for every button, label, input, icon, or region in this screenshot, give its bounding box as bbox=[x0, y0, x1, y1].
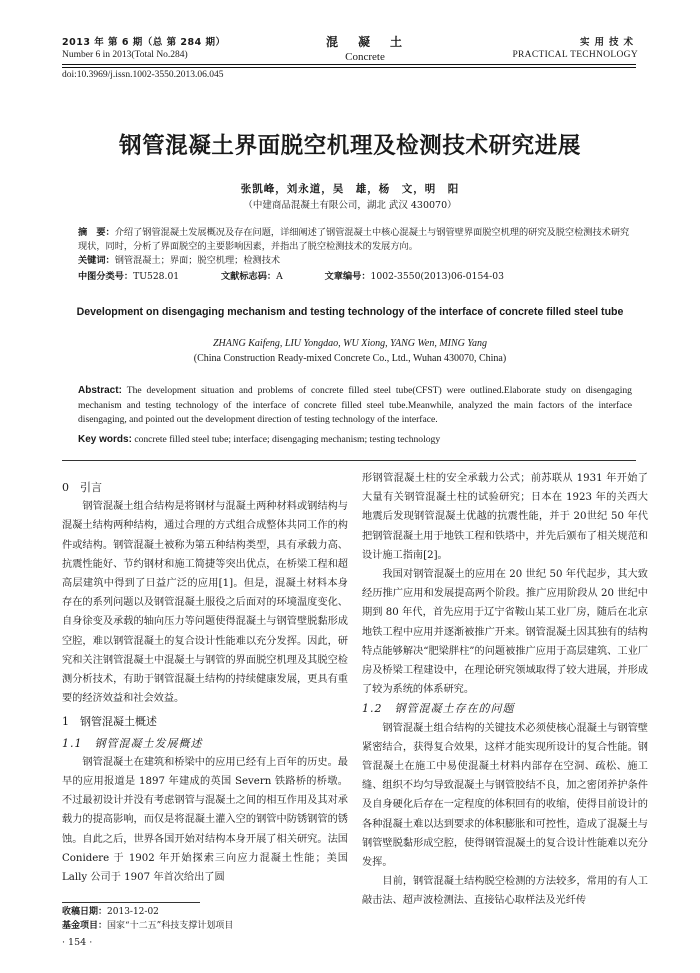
footnote-rule bbox=[62, 902, 200, 903]
clc-label: 中图分类号： bbox=[78, 271, 134, 282]
fund-label: 基金项目： bbox=[62, 921, 108, 931]
authors-cn: 张凯峰，刘永道，吴 雄，杨 文，明 阳 bbox=[240, 183, 460, 195]
clc-value: TU528.01 bbox=[133, 271, 180, 282]
affiliation-en: (China Construction Ready-mixed Concrete Co., Ltd., Wuhan 430070, China) bbox=[193, 353, 507, 364]
abstract-cn-text: 介绍了钢管混凝土发展概况及存在问题，详细阐述了钢管混凝土中核心混凝土与钢管壁界面脱空机理的研究及脱空检测技术研究现状，同时，分析了界面脱空的主要影响因素，并指出了脱空检测技术的发展方向。 bbox=[78, 227, 630, 252]
section-0-paragraph: 钢管混凝土组合结构是将钢材与混凝土两种材料或钢结构与混凝土结构两种结构，通过合理的方式组合成整体共同工作的构件或结构。钢管混凝土被称为第五种结构类型，具有承载力高、抗震性能好、节约钢材和施工简捷等突出优点，在桥梁工程和超高层建筑中得到了日益广泛的应用[1]。但是，混凝土材料本身存在的系列问题以及钢管混凝土服役之后面对的环境温度变化、自身徐变及承载的轴向压力等问题使得混凝土与钢管壁脱黏形成空腔，难以钢管混凝土的复合设计性能难以充分发挥。因此，研究和关注钢管混凝土中混凝土与钢管的界面脱空机理及其脱空检测分析技术，有助于钢管混凝土结构的持续健康发展，更具有重要的经济效益和社会效益。 bbox=[62, 501, 348, 705]
column-en: PRACTICAL TECHNOLOGY bbox=[512, 50, 638, 60]
keywords-cn-text: 钢管混凝土；界面；脱空机理；检测技术 bbox=[114, 255, 281, 266]
page-number: · 154 · bbox=[62, 937, 93, 948]
keywords-en-label: Key words: bbox=[78, 434, 132, 445]
doi-link[interactable]: doi:10.3969/j.issn.1002-3550.2013.06.045 bbox=[62, 70, 224, 80]
continued-paragraph: 形钢管混凝土柱的安全承载力公式；前苏联从 1931 年开始了大量有关钢管混凝土柱的试验研究；日本在 1923 年的关西大地震后发现钢管混凝土优越的抗震性能，并于 20世纪 50 年代把钢管混凝土用于地铁工程和铁塔中，并先后颁布了相关规范和设计施工指南[2]。 bbox=[362, 473, 648, 561]
section-divider bbox=[62, 460, 636, 461]
received-label: 收稿日期： bbox=[62, 907, 108, 917]
abstract-en bbox=[78, 384, 632, 428]
article-no-label: 文章编号： bbox=[324, 271, 371, 282]
keywords-en bbox=[78, 434, 440, 445]
header-column bbox=[512, 36, 638, 62]
article-title-en: Development on disengaging mechanism and testing technology of the interface of concrete filled steel tube bbox=[76, 306, 624, 318]
abstract-cn bbox=[78, 226, 630, 268]
abstract-en-text: The development situation and problems of concrete filled steel tube(CFST) were outlined.Elaborate study on disengaging mechanism and testing technology of the interface of concrete filled steel tube.Meanwhile, analyzed the main factors of the interface disengaging, and pointed out the development direction of testing technology of the interface. bbox=[78, 385, 632, 426]
issue-cn: 2013 年 第 6 期（总 第 284 期） bbox=[62, 37, 226, 48]
section-1-2-paragraph: 钢管混凝土组合结构的关键技术必须使核心混凝土与钢管壁紧密结合，获得复合效果，这样才能实现所设计的复合性能。钢管混凝土在施工中易使混凝土材料内部存在空洞、疏松、施工缝、组织不均匀导致混凝土与钢管胶结不良，加之密闭养护条件及自身硬化后存在一定程度的体积回有的收缩，使得目前设计的各种混凝土难以达到要求的体积膨胀和可控性，造成了混凝土与钢管壁脱黏形成空腔，使得钢管混凝土的复合设计性能难以充分发挥。 bbox=[362, 722, 648, 869]
journal-en: Concrete bbox=[345, 51, 385, 63]
authors-en: ZHANG Kaifeng, LIU Yongdao, WU Xiong, YANG Wen, MING Yang bbox=[212, 338, 488, 349]
doc-code-value: A bbox=[276, 271, 283, 282]
body-column-right bbox=[362, 469, 648, 911]
issue-en: Number 6 in 2013(Total No.284) bbox=[62, 50, 188, 60]
affiliation-cn: （中建商品混凝土有限公司，湖北 武汉 430070） bbox=[243, 200, 457, 211]
fund-value: 国家“十二五”科技支撑计划项目 bbox=[107, 921, 234, 931]
classification-row bbox=[78, 268, 504, 282]
body-column-left bbox=[62, 478, 348, 887]
keywords-cn-label: 关键词： bbox=[78, 255, 115, 266]
article-title-cn: 钢管混凝土界面脱空机理及检测技术研究进展 bbox=[118, 133, 581, 159]
section-1-1-heading: 1.1 钢管混凝土发展概述 bbox=[62, 736, 203, 750]
section-1-1-paragraph: 钢管混凝土在建筑和桥梁中的应用已经有上百年的历史。最早的应用报道是 1897 年建成的英国 Severn 铁路桥的桥墩。不过最初设计并没有考虑钢管与混凝土之间的相互作用及其对承载力的提高影响，而仅是将混凝土灌入空的钢管中防锈钢管的锈蚀。自此之后，世界各国开始对结构本身开展了相关研究。法国 Conidere 于 1902 年开始探索三向应力混凝土性能；美国 Lally 公司于 1907 年首次给出了圆 bbox=[62, 756, 348, 884]
received-date: 2013-12-02 bbox=[107, 907, 159, 917]
footnotes bbox=[62, 905, 233, 933]
keywords-en-text: concrete filled steel tube; interface; disengaging mechanism; testing technology bbox=[134, 434, 441, 445]
abstract-cn-label: 摘 要： bbox=[78, 227, 115, 238]
header-issue bbox=[62, 36, 226, 62]
paragraph-china-history: 我国对钢管混凝土的应用在 20 世纪 50 年代起步，其大致经历推广应用和发展提高两个阶段。推广应用阶段从 20 世纪中期到 80 年代，首先应用于辽宁省鞍山某工业厂房，随后在北京地铁工程中应用并逐渐被推广开来。钢管混凝土因其独有的结构特点能够解决“肥梁胖柱”的问题被推广应用于高层建筑、工业厂房及桥梁工程建设中，在理论研究领域取得了较大进展，并形成了较为系统的体系研究。 bbox=[362, 569, 648, 696]
column-cn: 实用技术 bbox=[579, 37, 638, 48]
header-journal bbox=[300, 36, 430, 64]
section-1-2-heading: 1.2 钢管混凝土存在的问题 bbox=[362, 702, 515, 716]
header-rule bbox=[62, 64, 636, 65]
doc-code-label: 文献标志码： bbox=[221, 271, 277, 282]
section-1-heading: 1 钢管混凝土概述 bbox=[62, 715, 157, 729]
header-rule-thin bbox=[62, 67, 636, 68]
section-0-heading: 0 引言 bbox=[62, 481, 102, 494]
article-no-value: 1002-3550(2013)06-0154-03 bbox=[370, 271, 504, 282]
journal-cn: 混凝土 bbox=[325, 35, 422, 49]
paragraph-detection-methods: 目前，钢管混凝土结构脱空检测的方法较多，常用的有人工敲击法、超声波检测法、直接钻心取样法及光纤传 bbox=[362, 876, 648, 907]
abstract-en-label: Abstract: bbox=[78, 385, 122, 396]
